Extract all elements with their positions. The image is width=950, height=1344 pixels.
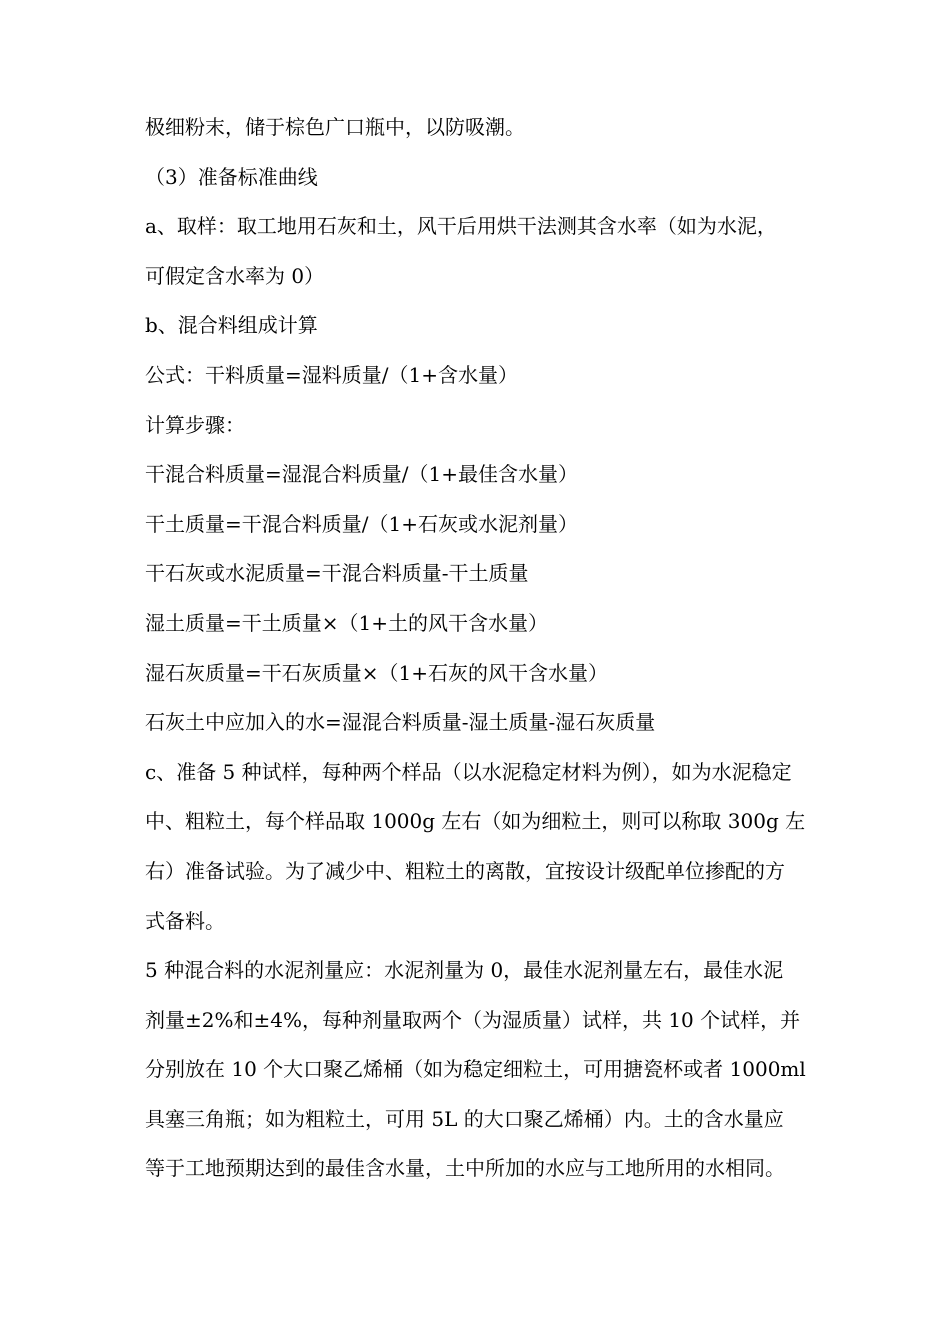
section-heading-standard-curve: （3）准备标准曲线 <box>145 164 318 189</box>
text-line-cement-dosage-3: 分别放在 10 个大口聚乙烯桶（如为稳定细粒土，可用搪瓷杯或者 1000ml <box>145 1057 806 1082</box>
calc-steps-label: 计算步骤： <box>145 412 245 437</box>
text-line-1: 极细粉末，储于棕色广口瓶中，以防吸潮。 <box>145 115 525 139</box>
text-line-mix-calc-heading: b、混合料组成计算 <box>145 313 318 338</box>
text-line-cement-dosage: 5 种混合料的水泥剂量应：水泥剂量为 0，最佳水泥剂量左右，最佳水泥 <box>145 958 784 983</box>
text-line-cement-dosage-4: 具塞三角瓶；如为粗粒土，可用 5L 的大口聚乙烯桶）内。土的含水量应 <box>145 1106 784 1131</box>
body-text <box>145 103 860 1194</box>
calc-step-5: 湿石灰质量=干石灰质量×（1+石灰的风干含水量） <box>145 660 608 685</box>
calc-step-4: 湿土质量=干土质量×（1+土的风干含水量） <box>145 610 548 635</box>
text-line-prep-samples-3: 右）准备试验。为了减少中、粗粒土的离散，宜按设计级配单位掺配的方 <box>145 858 785 883</box>
formula-line: 公式：干料质量=湿料质量/（1+含水量） <box>145 362 518 387</box>
text-line-sampling: a、取样：取工地用石灰和土，风干后用烘干法测其含水率（如为水泥， <box>145 214 777 239</box>
text-line-cement-dosage-2: 剂量±2%和±4%，每种剂量取两个（为湿质量）试样，共 10 个试样，并 <box>145 1007 801 1032</box>
text-line-cement-dosage-5: 等于工地预期达到的最佳含水量，土中所加的水应与工地所用的水相同。 <box>145 1156 785 1181</box>
calc-step-1: 干混合料质量=湿混合料质量/（1+最佳含水量） <box>145 462 578 487</box>
calc-step-6: 石灰土中应加入的水=湿混合料质量-湿土质量-湿石灰质量 <box>145 710 656 735</box>
text-line-prep-samples-2: 中、粗粒土，每个样品取 1000g 左右（如为细粒土，则可以称取 300g 左 <box>145 809 806 834</box>
text-line-sampling-cont: 可假定含水率为 0） <box>145 263 325 288</box>
calc-step-2: 干土质量=干混合料质量/（1+石灰或水泥剂量） <box>145 511 578 536</box>
calc-step-3: 干石灰或水泥质量=干混合料质量-干土质量 <box>145 561 529 586</box>
text-line-prep-samples: c、准备 5 种试样，每种两个样品（以水泥稳定材料为例），如为水泥稳定 <box>145 759 792 784</box>
text-line-prep-samples-4: 式备料。 <box>145 908 225 933</box>
